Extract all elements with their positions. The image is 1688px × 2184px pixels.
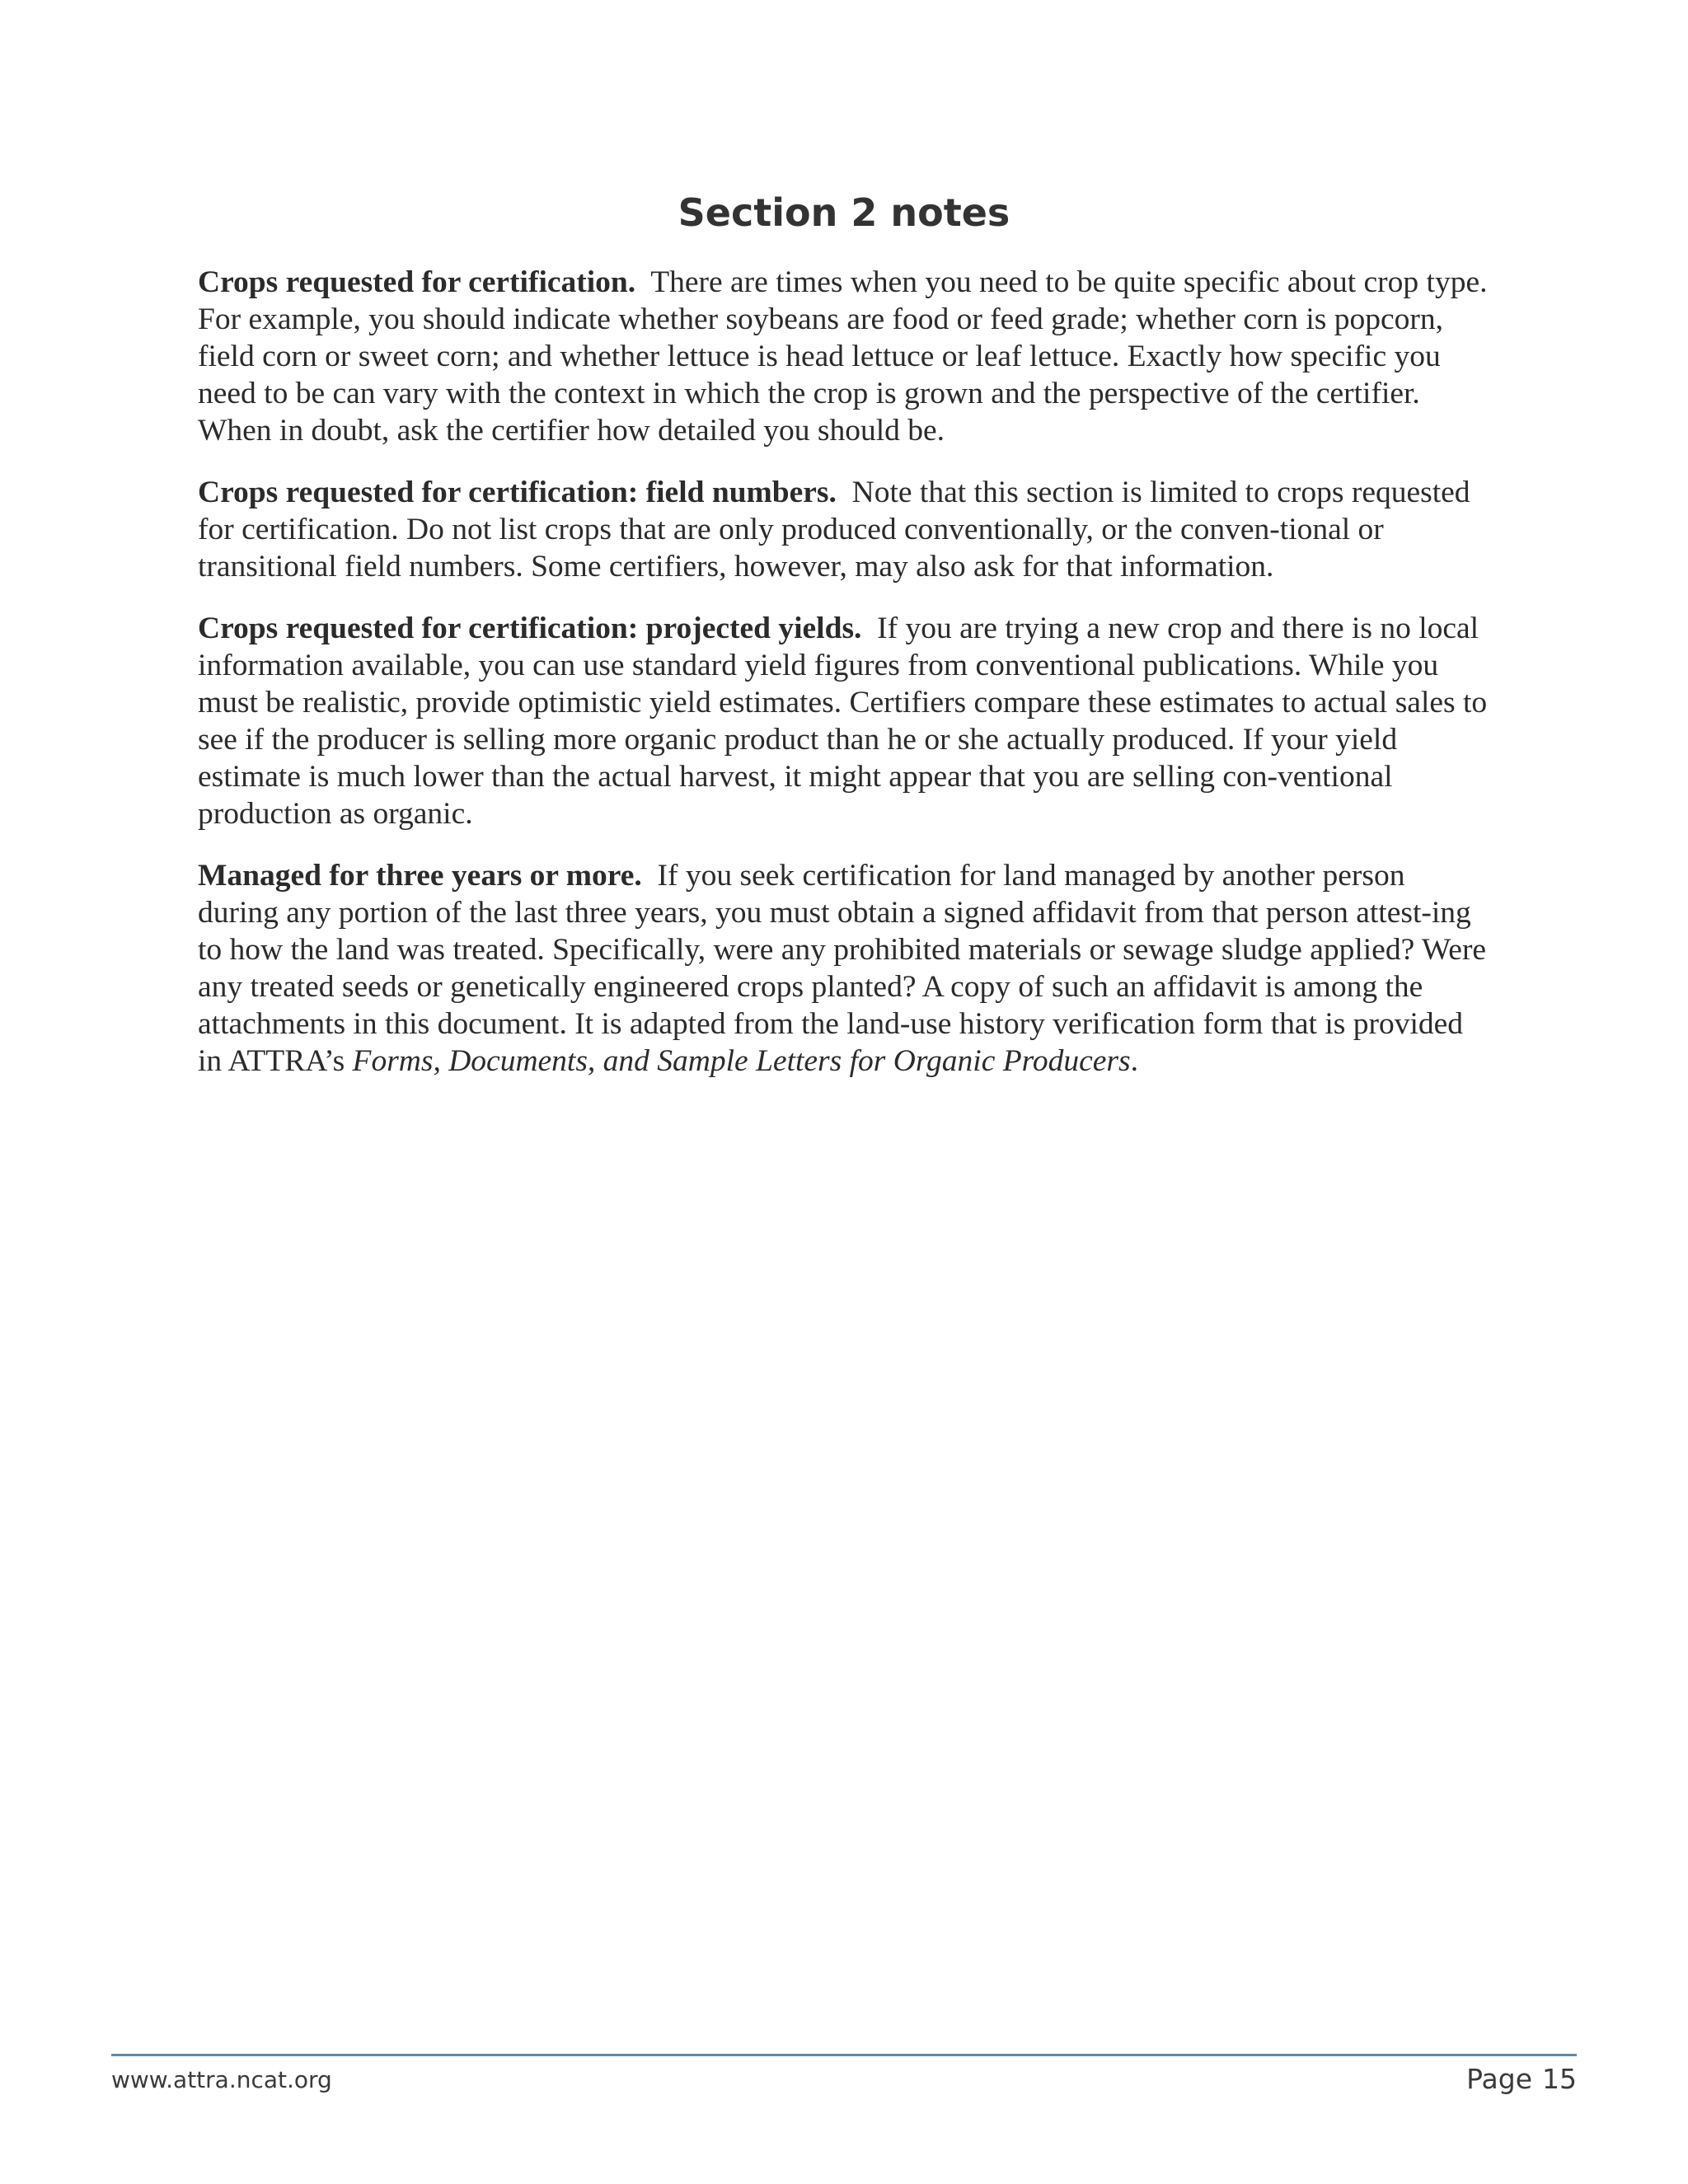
note-heading: Crops requested for certification. xyxy=(198,265,636,299)
note-paragraph xyxy=(198,857,1488,1080)
note-heading: Crops requested for certification: projected yields. xyxy=(198,612,862,645)
page-number xyxy=(1466,2062,1577,2097)
page-number-value: 15 xyxy=(1542,2063,1577,2095)
note-heading: Crops requested for certification: field numbers. xyxy=(198,476,837,509)
sentence-end: . xyxy=(1130,1044,1138,1078)
note-heading: Managed for three years or more. xyxy=(198,859,642,893)
note-paragraph xyxy=(198,474,1488,585)
publication-title: Forms, Documents, and Sample Letters for Organic Producers xyxy=(352,1044,1131,1078)
page-label: Page xyxy=(1466,2063,1532,2095)
note-paragraph xyxy=(198,264,1488,449)
note-body: If you are trying a new crop and there is no local information available, you can use standard yield figures from conventional publications. While you must be realistic, provide optimistic yield estimates. Certifiers compare these estimates to actual sales to see if the producer is selling more organic product than he or she actually produced. If your yield estimate is much lower than the actual harvest, it might appear that you are selling con-ventional production as organic. xyxy=(198,612,1488,831)
page-title: Section 2 notes xyxy=(678,190,1010,235)
note-body: If you seek certification for land managed by another person during any portion of the last three years, you must obtain a signed affidavit from that person attest-ing to how the land was treated. Specifically, were any prohibited materials or sewage sludge applied? Were any treated seeds or genetically engineered crops planted? A copy of such an affidavit is among the attachments in this document. It is adapted from the land-use history verification form that is provided in ATTRA’s xyxy=(198,859,1487,1078)
footer-url: www.attra.ncat.org xyxy=(111,2066,332,2093)
note-body: There are times when you need to be quite specific about crop type. For example, you should indicate whether soybeans are food or feed grade; whether corn is popcorn, field corn or sweet corn; and whether lettuce is head lettuce or leaf lettuce. Exactly how specific you need to be can vary with the context in which the crop is grown and the perspective of the certifier. When in doubt, ask the certifier how detailed you should be. xyxy=(198,265,1488,448)
note-paragraph xyxy=(198,610,1488,832)
footer-divider xyxy=(111,2054,1577,2056)
note-body: Note that this section is limited to crops requested for certification. Do not list crops that are only produced conventionally, or the conven-tional or transitional field numbers. Some certifiers, however, may also ask for that information. xyxy=(198,476,1470,583)
notes-content xyxy=(198,264,1488,1104)
